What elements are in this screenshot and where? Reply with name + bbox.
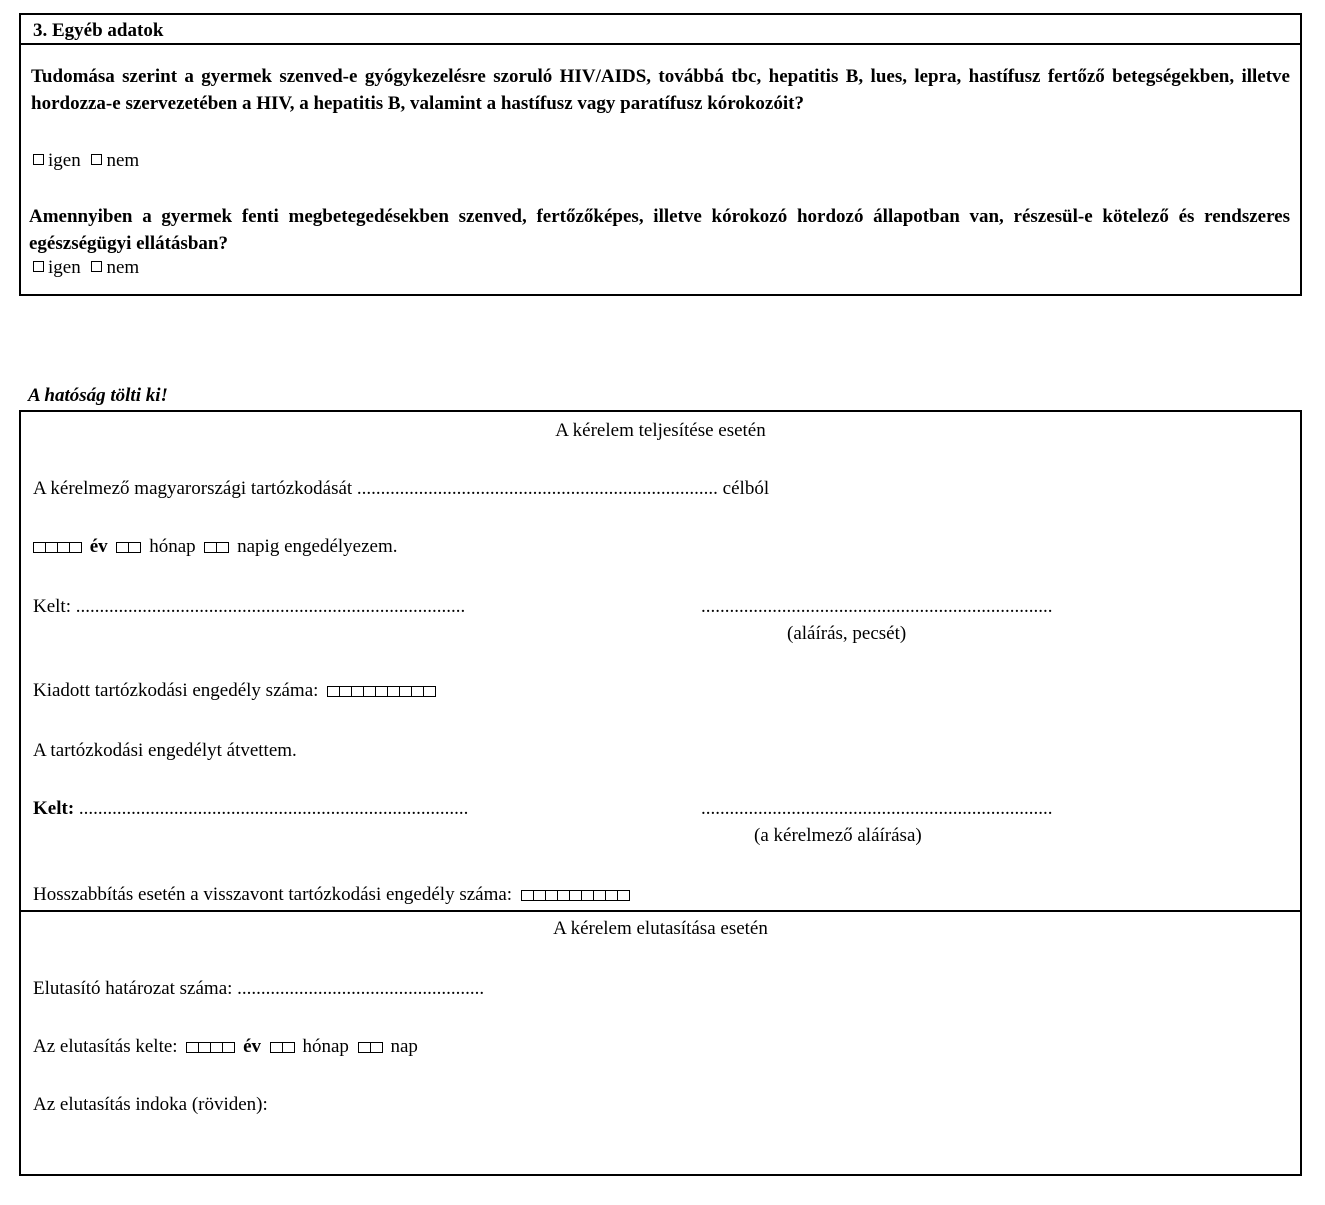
authority-heading: A hatóság tölti ki! [28, 385, 168, 406]
purpose-line [33, 478, 769, 500]
label-q1-yes: igen [48, 150, 81, 171]
section-3-other-data [19, 13, 1302, 296]
checkbox-q1-no[interactable] [91, 154, 102, 165]
rejection-reason-label: Az elutasítás indoka (röviden): [33, 1094, 268, 1115]
label-q2-yes: igen [48, 257, 81, 278]
kelt-line-1 [33, 596, 465, 618]
approval-heading: A kérelem teljesítése esetén [555, 420, 766, 441]
rejection-decision-label: Elutasító határozat száma: [33, 978, 233, 999]
purpose-prefix: A kérelmező magyarországi tartózkodását [33, 478, 353, 499]
options-question-1 [33, 150, 139, 172]
checkbox-q2-no[interactable] [91, 261, 102, 272]
question-infectious-disease: Tudomása szerint a gyermek szenved-e gyógykezelésre szoruló HIV/AIDS, továbbá tbc, hepatitis B, lues, lepra, hastífusz fertőző betegségekben, illetve hordozza-e szervezetében a HIV, a hepatitis B, valamint a hastífusz vagy paratífusz kórokozóit? [31, 66, 1290, 114]
question-health-care: Amennyiben a gyermek fenti megbetegedésekben szenved, fertőzőképes, illetve kórokozó hordozó állapotban van, részesül-e kötelező és rendszeres egészségügyi ellátásban? [29, 206, 1290, 254]
checkbox-q1-yes[interactable] [33, 154, 44, 165]
section-divider [21, 910, 1300, 912]
label-q1-no: nem [106, 150, 140, 171]
received-text: A tartózkodási engedélyt átvettem. [33, 740, 297, 761]
permit-number-label: Kiadott tartózkodási engedély száma: [33, 680, 319, 701]
kelt-line-2 [33, 798, 468, 820]
kelt-label-2: Kelt: [33, 798, 75, 819]
checkbox-q2-yes[interactable] [33, 261, 44, 272]
section-3-title: 3. Egyéb adatok [21, 15, 1300, 45]
rejection-year-boxes[interactable] [186, 1042, 234, 1053]
signature-dots-1[interactable]: .......................................................................... [701, 596, 1053, 617]
duration-line [33, 536, 398, 558]
day-boxes[interactable] [204, 542, 228, 553]
applicant-signature-caption: (a kérelmező aláírása) [754, 825, 922, 846]
month-label: hónap [149, 536, 196, 557]
rejection-year-label: év [243, 1036, 261, 1057]
options-question-2 [33, 257, 139, 279]
extension-label: Hosszabbítás esetén a visszavont tartózkodási engedély száma: [33, 884, 513, 905]
purpose-dots[interactable]: ............................................................................ [356, 478, 718, 499]
signature-caption: (aláírás, pecsét) [787, 623, 907, 644]
rejection-month-label: hónap [302, 1036, 349, 1057]
rejection-decision-line [33, 978, 484, 1000]
kelt-label-1: Kelt: [33, 596, 71, 617]
rejection-date-label: Az elutasítás kelte: [33, 1036, 178, 1057]
kelt-dots-2[interactable]: .................................................................................. [78, 798, 469, 819]
rejection-date-line [33, 1036, 418, 1058]
rejection-heading: A kérelem elutasítása esetén [553, 918, 768, 939]
purpose-suffix: célból [722, 478, 770, 499]
rejection-day-label: nap [390, 1036, 418, 1057]
signature-dots-2[interactable]: .......................................................................... [701, 798, 1053, 819]
month-boxes[interactable] [116, 542, 140, 553]
day-label: napig engedélyezem. [237, 536, 398, 557]
rejection-month-boxes[interactable] [270, 1042, 294, 1053]
label-q2-no: nem [106, 257, 140, 278]
permit-number-boxes[interactable] [327, 686, 435, 697]
rejection-decision-dots[interactable]: .................................................... [237, 978, 485, 999]
kelt-dots-1[interactable]: .................................................................................. [75, 596, 466, 617]
extension-number-boxes[interactable] [521, 890, 629, 901]
extension-line [33, 884, 633, 906]
year-boxes[interactable] [33, 542, 81, 553]
rejection-day-boxes[interactable] [358, 1042, 382, 1053]
year-label: év [89, 536, 108, 557]
authority-table [19, 410, 1302, 1176]
permit-number-line [33, 680, 439, 702]
